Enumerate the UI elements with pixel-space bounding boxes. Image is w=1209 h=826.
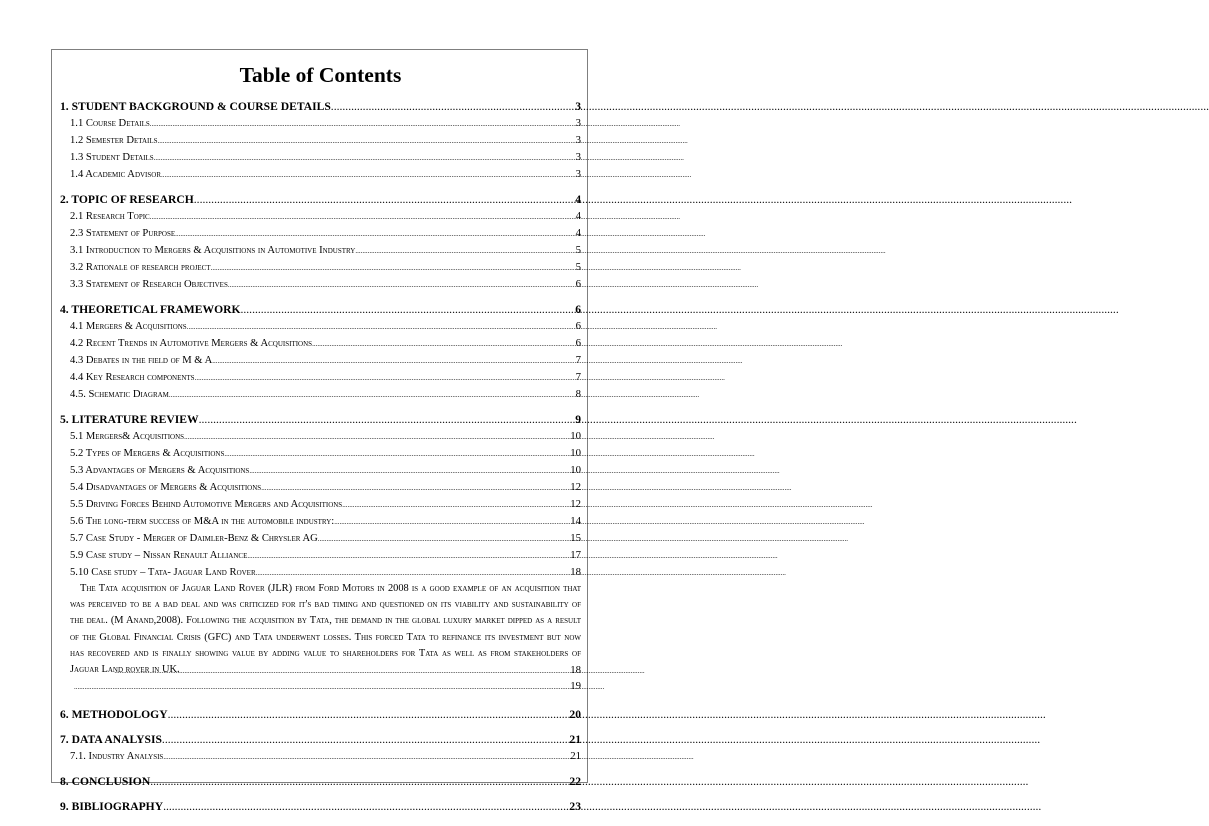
toc-entry-2-1[interactable] bbox=[60, 208, 581, 225]
toc-entry-label: 1.1 Course Details bbox=[70, 118, 150, 129]
toc-entry-label: 7. DATA ANALYSIS bbox=[60, 733, 162, 747]
toc-entry-5-9[interactable] bbox=[60, 547, 581, 564]
dot-leader bbox=[163, 799, 569, 815]
toc-entry-label: 5.5 Driving Forces Behind Automotive Mergers and Acquisitions bbox=[70, 499, 343, 510]
toc-entry-label: 4.2 Recent Trends in Automotive Mergers & Acquisitions bbox=[70, 338, 313, 349]
toc-entry-page: 22 bbox=[569, 775, 581, 789]
toc-entry-label: 2.1 Research Topic bbox=[70, 211, 150, 222]
toc-entry-page: 20 bbox=[569, 708, 581, 722]
toc-entry-label: 5.3 Advantages of Mergers & Acquisitions bbox=[70, 465, 250, 476]
toc-entry-3-3[interactable] bbox=[60, 276, 581, 293]
toc-entry-label: 3.1 Introduction to Mergers & Acquisitions in Automotive Industry bbox=[70, 245, 356, 256]
toc-entry-label: 1.2 Semester Details bbox=[70, 135, 158, 146]
toc-entry-page: 3 bbox=[575, 168, 581, 180]
toc-title: Table of Contents bbox=[239, 63, 402, 87]
toc-entry-page: 10 bbox=[570, 464, 581, 476]
toc-entry-5-2[interactable] bbox=[60, 445, 581, 462]
toc-entry-1-3[interactable] bbox=[60, 149, 581, 166]
toc-entry-5-5[interactable] bbox=[60, 496, 581, 513]
toc-entry-4-4[interactable] bbox=[60, 369, 581, 386]
toc-entry-label: 8. CONCLUSION bbox=[60, 775, 151, 789]
toc-entry-page: 6 bbox=[575, 320, 581, 332]
dot-leader bbox=[342, 497, 570, 513]
dot-leader bbox=[195, 370, 576, 386]
toc-section-9 bbox=[60, 799, 581, 815]
toc-entry-8[interactable] bbox=[60, 774, 581, 790]
toc-entry-1-1[interactable] bbox=[60, 115, 581, 132]
dot-leader bbox=[256, 565, 571, 581]
dot-leader bbox=[331, 99, 575, 115]
toc-entry-label: 4.3 Debates in the field of M & A bbox=[70, 355, 213, 366]
dot-leader bbox=[211, 260, 576, 276]
dot-leader bbox=[114, 663, 570, 679]
toc-section-7 bbox=[60, 732, 581, 765]
toc-entry-label: 5.2 Types of Mergers & Acquisitions bbox=[70, 448, 225, 459]
dot-leader bbox=[150, 116, 576, 132]
toc-entry-page: 10 bbox=[570, 447, 581, 459]
toc-entry-4-1[interactable] bbox=[60, 318, 581, 335]
toc-entry-1-4[interactable] bbox=[60, 166, 581, 183]
toc-entry-1[interactable] bbox=[60, 99, 581, 115]
toc-entry-1-2[interactable] bbox=[60, 132, 581, 149]
toc-entry-4-2[interactable] bbox=[60, 335, 581, 352]
toc-entry-label: 4. THEORETICAL FRAMEWORK bbox=[60, 303, 241, 316]
dot-leader bbox=[168, 707, 570, 723]
toc-section-8 bbox=[60, 774, 581, 790]
dot-leader bbox=[318, 531, 570, 547]
toc-entry-5-3[interactable] bbox=[60, 462, 581, 479]
toc-entry-label: 2. TOPIC OF RESEARCH bbox=[60, 193, 194, 206]
toc-section-6 bbox=[60, 707, 581, 723]
toc-entry-page: 18 bbox=[570, 566, 581, 578]
toc-entry-7[interactable] bbox=[60, 732, 581, 748]
toc-entry-page: 8 bbox=[575, 388, 581, 400]
toc-entry-page: 21 bbox=[569, 733, 581, 747]
toc-entry-label: 5.9 Case study – Nissan Renault Alliance bbox=[70, 550, 248, 561]
toc-entry-2[interactable] bbox=[60, 192, 581, 208]
toc-entry-page: 3 bbox=[575, 151, 581, 163]
toc-entry-9[interactable] bbox=[60, 799, 581, 815]
dot-leader bbox=[355, 243, 575, 259]
toc-entry-5-4[interactable] bbox=[60, 479, 581, 496]
toc-entry-page: 6 bbox=[575, 278, 581, 290]
toc-entry-page: 3 bbox=[575, 117, 581, 129]
toc-entry-2-3[interactable] bbox=[60, 225, 581, 242]
toc-entry-trailing[interactable] bbox=[60, 679, 581, 695]
dot-leader bbox=[161, 167, 576, 183]
toc-entry-page: 5 bbox=[575, 244, 581, 256]
dot-leader bbox=[175, 226, 575, 242]
toc-entry-page: 15 bbox=[570, 532, 581, 544]
dot-leader bbox=[228, 277, 576, 293]
toc-entry-label: 1.3 Student Details bbox=[70, 152, 154, 163]
toc-entry-label: 1.4 Academic Advisor bbox=[70, 169, 162, 180]
toc-entry-label: 5.1 Mergers& Acquisitions bbox=[70, 431, 185, 442]
toc-entry-5[interactable] bbox=[60, 412, 581, 428]
toc-entry-label: 5.7 Case Study - Merger of Daimler-Benz & Chrysler AG bbox=[70, 533, 318, 544]
dot-leader bbox=[240, 302, 575, 318]
toc-entry-6[interactable] bbox=[60, 707, 581, 723]
toc-entry-3-1[interactable] bbox=[60, 242, 581, 259]
toc-entry-label: 3.3 Statement of Research Objectives bbox=[70, 279, 228, 290]
toc-entry-page: 4 bbox=[575, 210, 581, 222]
dot-leader bbox=[184, 429, 570, 445]
toc-entry-label: 9. BIBLIOGRAPHY bbox=[60, 800, 164, 814]
toc-entry-page: 10 bbox=[570, 430, 581, 442]
toc-paragraph-text: The Tata acquisition of Jaguar Land Rover (JLR) from Ford Motors in 2008 is a good example of an acquisition that was perceived to be a bad deal and was criticized for it's bad timing and questioned on its viability and sustainability of the deal. (M Anand,2008). Following the acquisition by Tata, the demand in the global luxury market dipped as a result of the Global Financial Crisis (GFC) and Tata underwent losses. This forced Tata to refinance its investment but now has recovered and is finally showing value by adding value to shareholders for Tata as well as from stakeholders of Jaguar Land rover in UK. bbox=[70, 583, 581, 676]
toc-entry-label: 4.5. Schematic Diagram bbox=[70, 389, 169, 400]
toc-entry-page: 3 bbox=[575, 100, 581, 113]
toc-entry-page: 5 bbox=[575, 261, 581, 273]
toc-entry-label: 4.4 Key Research components bbox=[70, 372, 195, 383]
toc-section-1 bbox=[60, 99, 581, 183]
dot-leader bbox=[187, 319, 576, 335]
toc-entry-5-10[interactable] bbox=[60, 564, 581, 581]
toc-entry-label: 5.4 Disadvantages of Mergers & Acquisitions bbox=[70, 482, 262, 493]
toc-entry-page: 18 bbox=[570, 664, 581, 677]
dot-leader bbox=[150, 774, 569, 790]
toc-entry-4-3[interactable] bbox=[60, 352, 581, 369]
toc-entry-label: 5.6 The long-term success of M&A in the automobile industry: bbox=[70, 516, 335, 527]
dot-leader bbox=[154, 150, 576, 166]
toc-entry-4-5[interactable] bbox=[60, 386, 581, 403]
toc-entry-3-2[interactable] bbox=[60, 259, 581, 276]
dot-leader bbox=[163, 749, 570, 765]
dot-leader bbox=[199, 412, 576, 428]
toc-container bbox=[60, 62, 581, 815]
toc-entry-page: 14 bbox=[570, 515, 581, 527]
toc-entry-page: 21 bbox=[570, 750, 581, 763]
dot-leader bbox=[150, 209, 576, 225]
toc-paragraph-page-line bbox=[60, 662, 581, 679]
toc-entry-5-6[interactable] bbox=[60, 513, 581, 530]
toc-entry-page: 7 bbox=[575, 354, 581, 366]
toc-section-2 bbox=[60, 192, 581, 293]
dot-leader bbox=[224, 446, 570, 462]
dot-leader bbox=[194, 192, 575, 208]
toc-entry-label: 4.1 Mergers & Acquisitions bbox=[70, 321, 187, 332]
toc-entry-page: 9 bbox=[575, 413, 581, 426]
dot-leader bbox=[74, 679, 570, 695]
dot-leader bbox=[212, 353, 575, 369]
dot-leader bbox=[247, 548, 570, 564]
toc-entry-page: 6 bbox=[575, 303, 581, 316]
toc-section-4 bbox=[60, 302, 581, 403]
dot-leader bbox=[169, 387, 576, 403]
toc-entry-page: 19 bbox=[570, 680, 581, 693]
toc-entry-label: 5. LITERATURE REVIEW bbox=[60, 413, 199, 426]
toc-entry-page: 7 bbox=[575, 371, 581, 383]
toc-entry-label: 3.2 Rationale of research project bbox=[70, 262, 211, 273]
toc-entry-7-1[interactable] bbox=[60, 748, 581, 765]
toc-entry-page: 4 bbox=[575, 193, 581, 206]
toc-entry-page: 3 bbox=[575, 134, 581, 146]
toc-entry-5-7[interactable] bbox=[60, 530, 581, 547]
dot-leader bbox=[158, 133, 576, 149]
dot-leader bbox=[312, 336, 576, 352]
toc-entry-page: 6 bbox=[575, 337, 581, 349]
toc-entry-label: 6. METHODOLOGY bbox=[60, 708, 168, 722]
toc-entry-5-1[interactable] bbox=[60, 428, 581, 445]
toc-entry-page: 12 bbox=[570, 481, 581, 493]
toc-entry-page: 4 bbox=[575, 227, 581, 239]
toc-entry-label: 7.1. Industry Analysis bbox=[70, 751, 164, 763]
toc-entry-label: 5.10 Case study – Tata- Jaguar Land Rover bbox=[70, 567, 256, 578]
toc-entry-4[interactable] bbox=[60, 302, 581, 318]
dot-leader bbox=[334, 514, 570, 530]
dot-leader bbox=[162, 732, 569, 748]
toc-entry-page: 17 bbox=[570, 549, 581, 561]
toc-entry-page: 23 bbox=[569, 800, 581, 814]
toc-section-5 bbox=[60, 412, 581, 695]
dot-leader bbox=[261, 480, 570, 496]
toc-entry-label: 2.3 Statement of Purpose bbox=[70, 228, 176, 239]
toc-entry-page: 12 bbox=[570, 498, 581, 510]
dot-leader bbox=[249, 463, 570, 479]
toc-entry-label: 1. STUDENT BACKGROUND & COURSE DETAILS bbox=[60, 100, 331, 113]
